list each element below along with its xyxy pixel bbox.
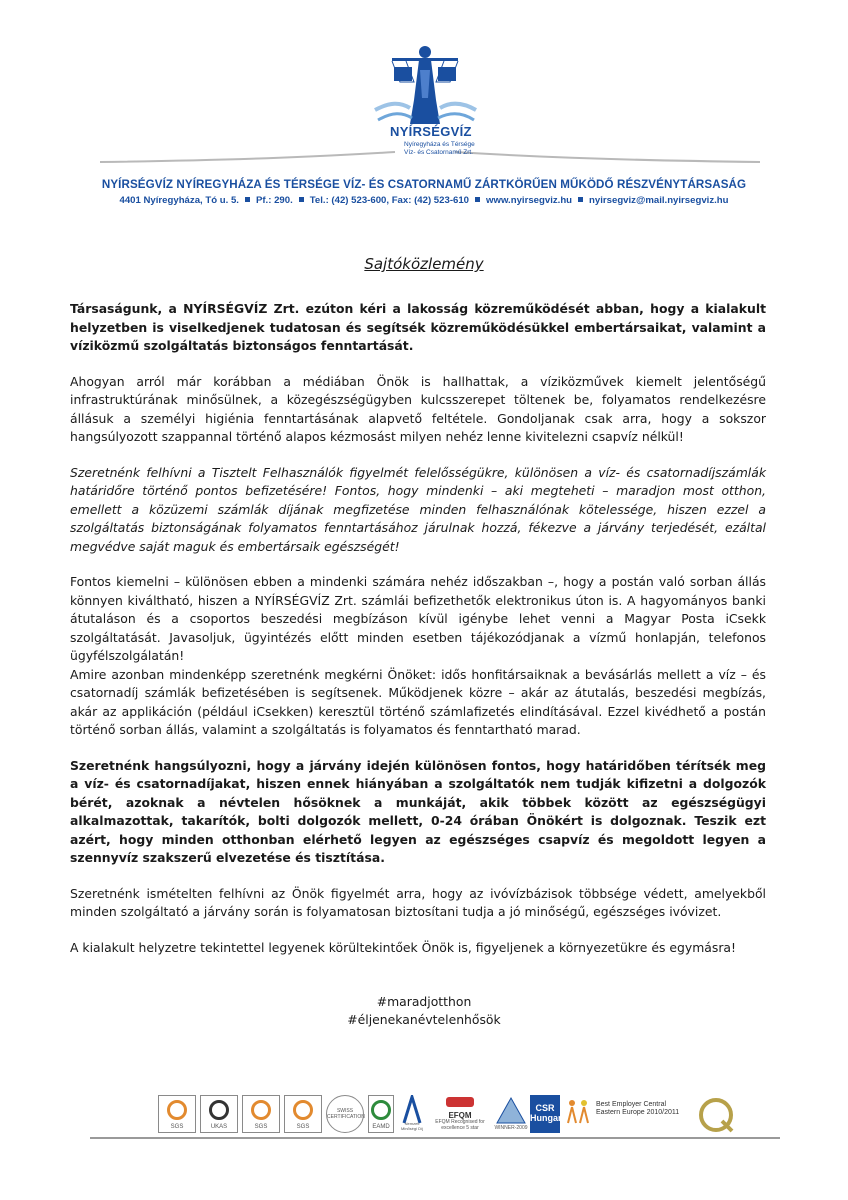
hashtags xyxy=(0,993,848,1029)
ukas-cert-icon: UKAS xyxy=(200,1095,238,1133)
paragraph-intro: Társaságunk, a NYÍRSÉGVÍZ Zrt. ezúton kéri a lakosság közreműködését abban, hogy a kialakult helyzetben is viselkedjenek tudatosan és segítsék közreműködésükkel embertársaikat, valamint a víziközmű szolgáltatás biztonságos fenntartását. xyxy=(70,301,766,353)
paragraph-elderly-help: Amire azonban mindenképp szeretnénk megkérni Önöket: idős honfitársaiknak a bevásárlás mellett a víz – és csatornadíj számlák befizetésében is segítsenek. Működjenek közre – akár az átutalás, beszedési megbízás, akár az applikáción (például iCsekken) keresztül történő számlafizetés elindításával. Ezzel kivédhető a postán történő sorban állás, valamint a szolgáltatás is folyamatos és fenntartható marad. xyxy=(70,666,766,737)
brand-subtitle: Nyíregyháza és Térsége Víz- és Csatornamű Zrt. xyxy=(404,141,475,156)
address: 4401 Nyíregyháza, Tó u. 5. xyxy=(119,195,239,206)
contact-line xyxy=(70,195,778,206)
best-employer-icon: Best Employer Central Eastern Europe 2010/2011 xyxy=(564,1095,692,1133)
q-award-icon xyxy=(696,1095,736,1133)
separator-icon xyxy=(475,197,480,202)
csr-icon: CSR Hungary xyxy=(530,1095,560,1133)
sgs-cert-icon: SGS xyxy=(158,1095,196,1133)
paragraph-infrastructure: Ahogyan arról már korábban a médiában Önök is hallhattak, a víziközművek kiemelt jelentőségű infrastruktúrának minősülnek, a közegészségügyben kulcsszerepet töltenek be, folyamatos rendelkezésre állásuk a személyi higiénia fenntartásának alapvető feltétele. Gondoljanak csak arra, hogy a sokszor hangsúlyozott szappannal történő alapos kézmosást milyen nehéz lenne kivitelezni csapvíz nélkül! xyxy=(70,373,766,444)
separator-icon xyxy=(299,197,304,202)
sgs-cert-icon: SGS xyxy=(242,1095,280,1133)
separator-icon xyxy=(245,197,250,202)
separator-icon xyxy=(578,197,583,202)
email-link[interactable]: nyirsegviz@mail.nyirsegviz.hu xyxy=(589,195,729,206)
footer-divider xyxy=(90,1137,780,1139)
paragraph-closing: A kialakult helyzetre tekintettel legyenek körültekintőek Önök is, figyeljenek a környezetükre és egymásra! xyxy=(70,939,736,955)
paragraph-water-sources: Szeretnénk ismételten felhívni az Önök figyelmét arra, hogy az ivóvízbázisok többsége védett, amelyekből minden szolgáltató a járvány során is folyamatosan biztosítani tudja a jó minőségű, egészséges ivóvizet. xyxy=(70,885,766,919)
brand-name: NYÍRSÉGVÍZ xyxy=(390,124,472,139)
paragraph-electronic-payment: Fontos kiemelni – különösen ebben a mindenki számára nehéz időszakban –, hogy a postán való sorban állás könnyen kiváltható, hiszen a NYÍRSÉGVÍZ Zrt. számlái befizethetők elektronikus úton is. A hagyományos banki átutaláson és a csoportos beszedési megbízáson kívül igénybe lehet venni a Magyar Posta iCsekk szolgáltatását. Javasoljuk, ügyintézés előtt minden esetben tájékozódjanak a vízmű honlapján, telefonos ügyfélszolgálatán! xyxy=(70,574,766,663)
letterhead xyxy=(0,0,848,220)
efqm-icon: EFQM EFQM Recognised for excellence 5 star xyxy=(428,1095,492,1133)
paragraph-emphasis: Szeretnénk hangsúlyozni, hogy a járvány idején különösen fontos, hogy határidőben térítsék meg a víz- és csatornadíjakat, hiszen ennek hiányában a szolgáltatók nem tudják kifizetni a dolgozók bérét, azoknak a névtelen hősöknek a munkáját, akik többek között az egészségügyi alkalmazottak, takarítók, bolti dolgozók mellett, 0-24 órában Önökért is dolgoznak. Teszik ezt azért, hogy minden otthonban elérhető legyen az egészséges csapvíz és megoldott legyen a szennyvíz szakszerű elvezetése és tisztítása. xyxy=(70,757,766,865)
page-title: Sajtóközlemény xyxy=(364,255,484,273)
sgs-cert-icon: SGS xyxy=(284,1095,322,1133)
winner-icon: WINNER-2009 xyxy=(494,1095,528,1133)
website-link[interactable]: www.nyirsegviz.hu xyxy=(486,195,573,206)
hashtag: #éljenekanévtelenhősök xyxy=(347,1012,501,1027)
eamd-icon: EAMD xyxy=(368,1095,394,1133)
phone-fax: Tel.: (42) 523-600, Fax: (42) 523-610 xyxy=(309,195,470,206)
certification-footer xyxy=(90,1085,780,1145)
press-release-body xyxy=(70,300,766,974)
company-full-name: NYÍRSÉGVÍZ NYÍREGYHÁZA ÉS TÉRSÉGE VÍZ- ÉS CSATORNAMŰ ZÁRTKÖRŰEN MŰKÖDŐ RÉSZVÉNYTÁRSASÁG xyxy=(101,178,747,191)
paragraph-responsibility: Szeretnénk felhívni a Tisztelt Felhasználók figyelmét felelősségükre, különösen a víz- és csatornadíjszámlák határidőre történő pontos befizetésére! Fontos, hogy mindenki – aki megteheti – maradjon most otthon, emellett a közüzemi számlák díjának megfizetése minden felhasználónak kötelessége, hiszen ezzel a szolgáltatás biztonságának folyamatos fenntartásához járulnak hozzá, fékezve a járvány terjedését, ezáltal megvédve saját maguk és embertársaik egészségét! xyxy=(70,464,766,554)
po-box: Pf.: 290. xyxy=(255,195,293,206)
quality-award-icon: Nemzeti Minőségi Díj xyxy=(398,1095,426,1133)
swiss-cert-icon: SWISS CERTIFICATION xyxy=(326,1095,364,1133)
hashtag: #maradjotthon xyxy=(376,994,472,1009)
